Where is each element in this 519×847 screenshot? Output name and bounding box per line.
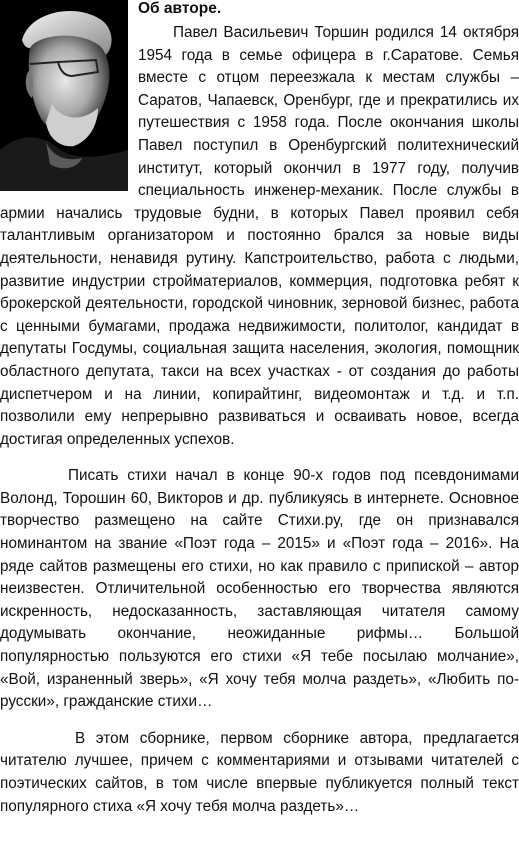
paragraph-biography: Павел Васильевич Торшин родился 14 октября 1954 года в семье офицера в г.Саратове. Семья вместе с отцом переезжала к местам службы – Саратов, Чапаевск, Оренбург, где и прекратились их путешествия с 1958 года. После окончания школы Павел поступил в Оренбургский политехнический институт, который окончил в 1977 году, получив специальность инженер-механик. После службы в армии начались трудовые будни, в которых Павел проявил себя талантливым организатором и постоянно брался за новые виды деятельности, ненавидя рутину. Капстроительство, работа с людьми, развитие индустрии стройматериалов, коммерция, подготовка ребят к брокерской деятельности, городской чиновник, зерновой бизнес, работа с ценными бумагами, продажа недвижимости, политолог, кандидат в депутаты Госдумы, социальная защита населения, экология, помощник областного депутата, такси на всех участках - от создания до работы диспетчером и на линии, копирайтинг, видеомонтаж и т.д. и т.п. позволили ему непрерывно развиваться и осваивать новое, всегда достигая определенных успехов. (0, 24, 519, 448)
paragraph-poetry: Писать стихи начал в конце 90-х годов под псевдонимами Волонд, Торошин 60, Викторов и др. публикуясь в интернете. Основное творчество размещено на сайте Стихи.ру, где он признавался номинантом на звание «Поэт года – 2015» и «Поэт года – 2016». На ряде сайтов размещены его стихи, но как правило с припиской – автор неизвестен. Отличительной особенностью его творчества являются искренность, недосказанность, заставляющая читателя самому додумывать окончание, неожиданные рифмы… Большой популярностью пользуются его стихи «Я тебе посылаю молчание», «Вой, израненный зверь», «Я хочу тебя молча раздеть», «Любить по-русски», гражданские стихи… (0, 467, 519, 711)
section-title: Об авторе. (138, 0, 222, 17)
author-portrait-photo (0, 0, 128, 191)
paragraph-collection: В этом сборнике, первом сборнике автора, предлагается читателю лучшее, причем с комментариями и отзывами читателей с поэтических сайтов, в том числе впервые публикуется полный текст популярного стиха «Я хочу тебя молча раздеть»… (0, 729, 519, 815)
